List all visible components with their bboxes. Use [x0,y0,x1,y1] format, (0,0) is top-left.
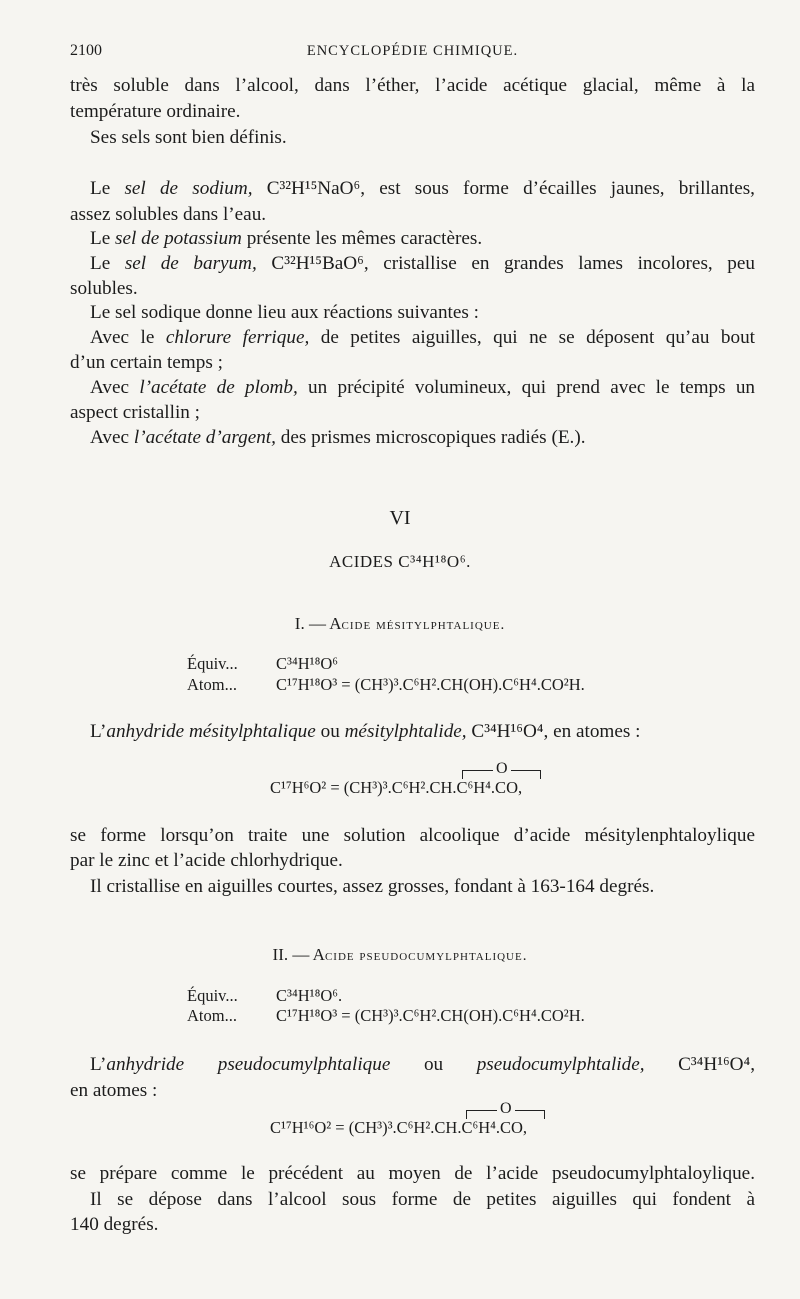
paragraph-anhydride-2: L’anhydride pseudocumylphtalique ou pseudocumylphtalide, C³⁴H¹⁶O⁴, [90,1054,755,1075]
atom-formula: C¹⁷H¹⁸O³ = (CH³)³.C⁶H².CH(OH).C⁶H⁴.CO²H. [276,1006,585,1025]
text-line: aspect cristallin ; [70,402,201,423]
text-line: Ses sels sont bien définis. [90,127,287,148]
text-line: par le zinc et l’acide chlorhydrique. [70,850,343,871]
formula-sodium: C³²H¹⁵NaO⁶ [266,178,361,199]
subsection-title-2: II. — Acide pseudocumylphtalique. [272,945,528,964]
text-line: 140 degrés. [70,1214,159,1235]
running-title: ENCYCLOPÉDIE CHIMIQUE. [306,43,519,59]
text-line: se prépare comme le précédent au moyen de l’acide pseudocumylphtaloylique. [70,1163,755,1184]
atom-label: Atom... [187,1006,237,1025]
ring-oxygen: O [493,760,511,778]
text-line: d’un certain temps ; [70,352,223,373]
equiv-formula: C³⁴H¹⁸O⁶. [276,986,343,1005]
text-line: Avec l’acétate d’argent, des prismes microscopiques radiés (E.). [90,427,586,448]
section-number: VI [389,507,411,529]
text-line: se forme lorsqu’on traite une solution alcoolique d’acide mésitylenphtaloylique [70,825,755,846]
formula-baryum: C³²H¹⁵BaO⁶ [271,253,364,274]
paragraph-sodium: Le sel de sodium, C³²H¹⁵NaO⁶, est sous forme d’écailles jaunes, brillantes, [90,178,755,199]
equiv-label: Équiv... [187,654,238,673]
text-line: Il cristallise en aiguilles courtes, assez grosses, fondant à 163-164 degrés. [90,876,655,897]
text-line: Il se dépose dans l’alcool sous forme de petites aiguilles qui fondent à [90,1189,755,1210]
text-line: Le sel sodique donne lieu aux réactions suivantes : [90,302,479,323]
subsection-title-1: I. — Acide mésitylphtalique. [294,614,506,633]
atom-label: Atom... [187,675,237,694]
text-line: en atomes : [70,1080,158,1101]
page-number: 2100 [70,42,102,59]
text-line: Avec le chlorure ferrique, de petites aiguilles, qui ne se déposent qu’au bout [90,327,755,348]
text-line: très soluble dans l’alcool, dans l’éther, l’acide acétique glacial, même à la [70,75,755,96]
text-line: Avec l’acétate de plomb, un précipité volumineux, qui prend avec le temps un [90,377,756,398]
ring-oxygen: O [497,1100,515,1118]
paragraph-potassium: Le sel de potassium présente les mêmes caractères. [90,228,483,249]
text-line: assez solubles dans l’eau. [70,204,267,225]
structural-formula-2: C¹⁷H¹⁶O² = (CH³)³.C⁶H².CH.C⁶H⁴.CO, [270,1118,528,1137]
structural-formula-1: C¹⁷H⁶O² = (CH³)³.C⁶H².CH.C⁶H⁴.CO, [270,778,523,797]
text-line: solubles. [70,278,138,299]
equiv-formula: C³⁴H¹⁸O⁶ [276,654,338,673]
paragraph-anhydride-1: L’anhydride mésitylphtalique ou mésitylphtalide, C³⁴H¹⁶O⁴, en atomes : [90,721,641,742]
equiv-label: Équiv... [187,986,238,1005]
paragraph-baryum: Le sel de baryum, C³²H¹⁵BaO⁶, cristallise en grandes lames incolores, peu [90,253,755,274]
text-line: température ordinaire. [70,101,241,122]
atom-formula: C¹⁷H¹⁸O³ = (CH³)³.C⁶H².CH(OH).C⁶H⁴.CO²H. [276,675,585,694]
section-title: ACIDES C³⁴H¹⁸O⁶. [329,552,471,571]
